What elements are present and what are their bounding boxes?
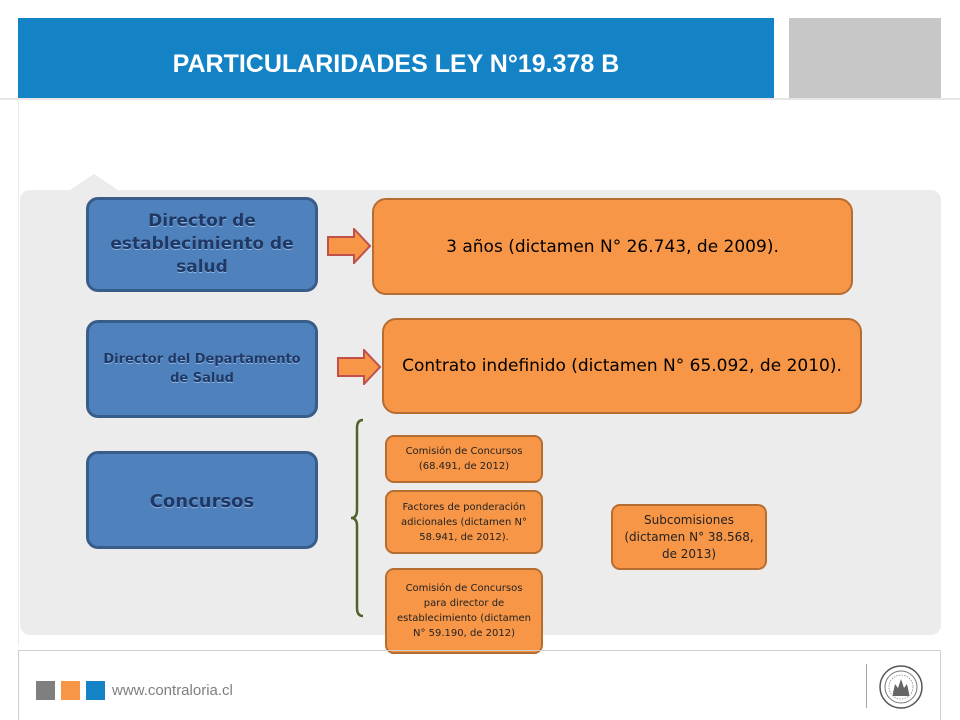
box-director-departamento (86, 320, 318, 418)
arrow-right-icon (326, 228, 372, 264)
result-director-establecimiento-text: 3 años (dictamen N° 26.743, de 2009). (446, 236, 779, 257)
footer-square-gray (36, 681, 55, 700)
item-comision-concursos (385, 435, 543, 483)
curly-brace-icon (350, 418, 370, 618)
item-factores-ponderacion (385, 490, 543, 554)
result-director-establecimiento (372, 198, 853, 295)
page-title: PARTICULARIDADES LEY N°19.378 B (172, 50, 620, 78)
header-divider (0, 98, 960, 100)
item-comision-director-text: Comisión de Concursos para director de establecimiento (dictamen N° 59.190, de 2012) (397, 583, 531, 639)
box-concursos (86, 451, 318, 549)
panel-callout-notch (70, 174, 118, 190)
footer-square-blue (86, 681, 105, 700)
item-comision-director (385, 568, 543, 654)
footer-divider (18, 650, 941, 651)
arrow-right-icon (336, 349, 382, 385)
item-factores-ponderacion-text: Factores de ponderación adicionales (dictamen N° 58.941, de 2012). (401, 501, 527, 543)
result-director-departamento-text: Contrato indefinido (dictamen N° 65.092, de 2010). (402, 356, 842, 376)
footer-square-orange (61, 681, 80, 700)
item-subcomisiones-text: Subcomisiones (dictamen N° 38.568, de 2013) (624, 512, 754, 561)
footer-separator (866, 664, 867, 708)
item-comision-concursos-text: Comisión de Concursos (68.491, de 2012) (405, 446, 523, 472)
box-director-departamento-label: Director del Departamento de Salud (103, 352, 301, 386)
footer-left-border (18, 650, 19, 720)
box-director-establecimiento (86, 197, 318, 292)
box-director-establecimiento-label: Director de establecimiento de salud (110, 211, 294, 277)
header-gray-block (789, 18, 941, 98)
box-concursos-label: Concursos (149, 491, 255, 512)
footer-right-border (940, 650, 941, 720)
footer-url[interactable]: www.contraloria.cl (112, 682, 233, 699)
item-subcomisiones (611, 504, 767, 570)
contraloria-seal-icon (878, 664, 924, 710)
result-director-departamento (382, 318, 862, 414)
left-border-line (18, 98, 19, 646)
